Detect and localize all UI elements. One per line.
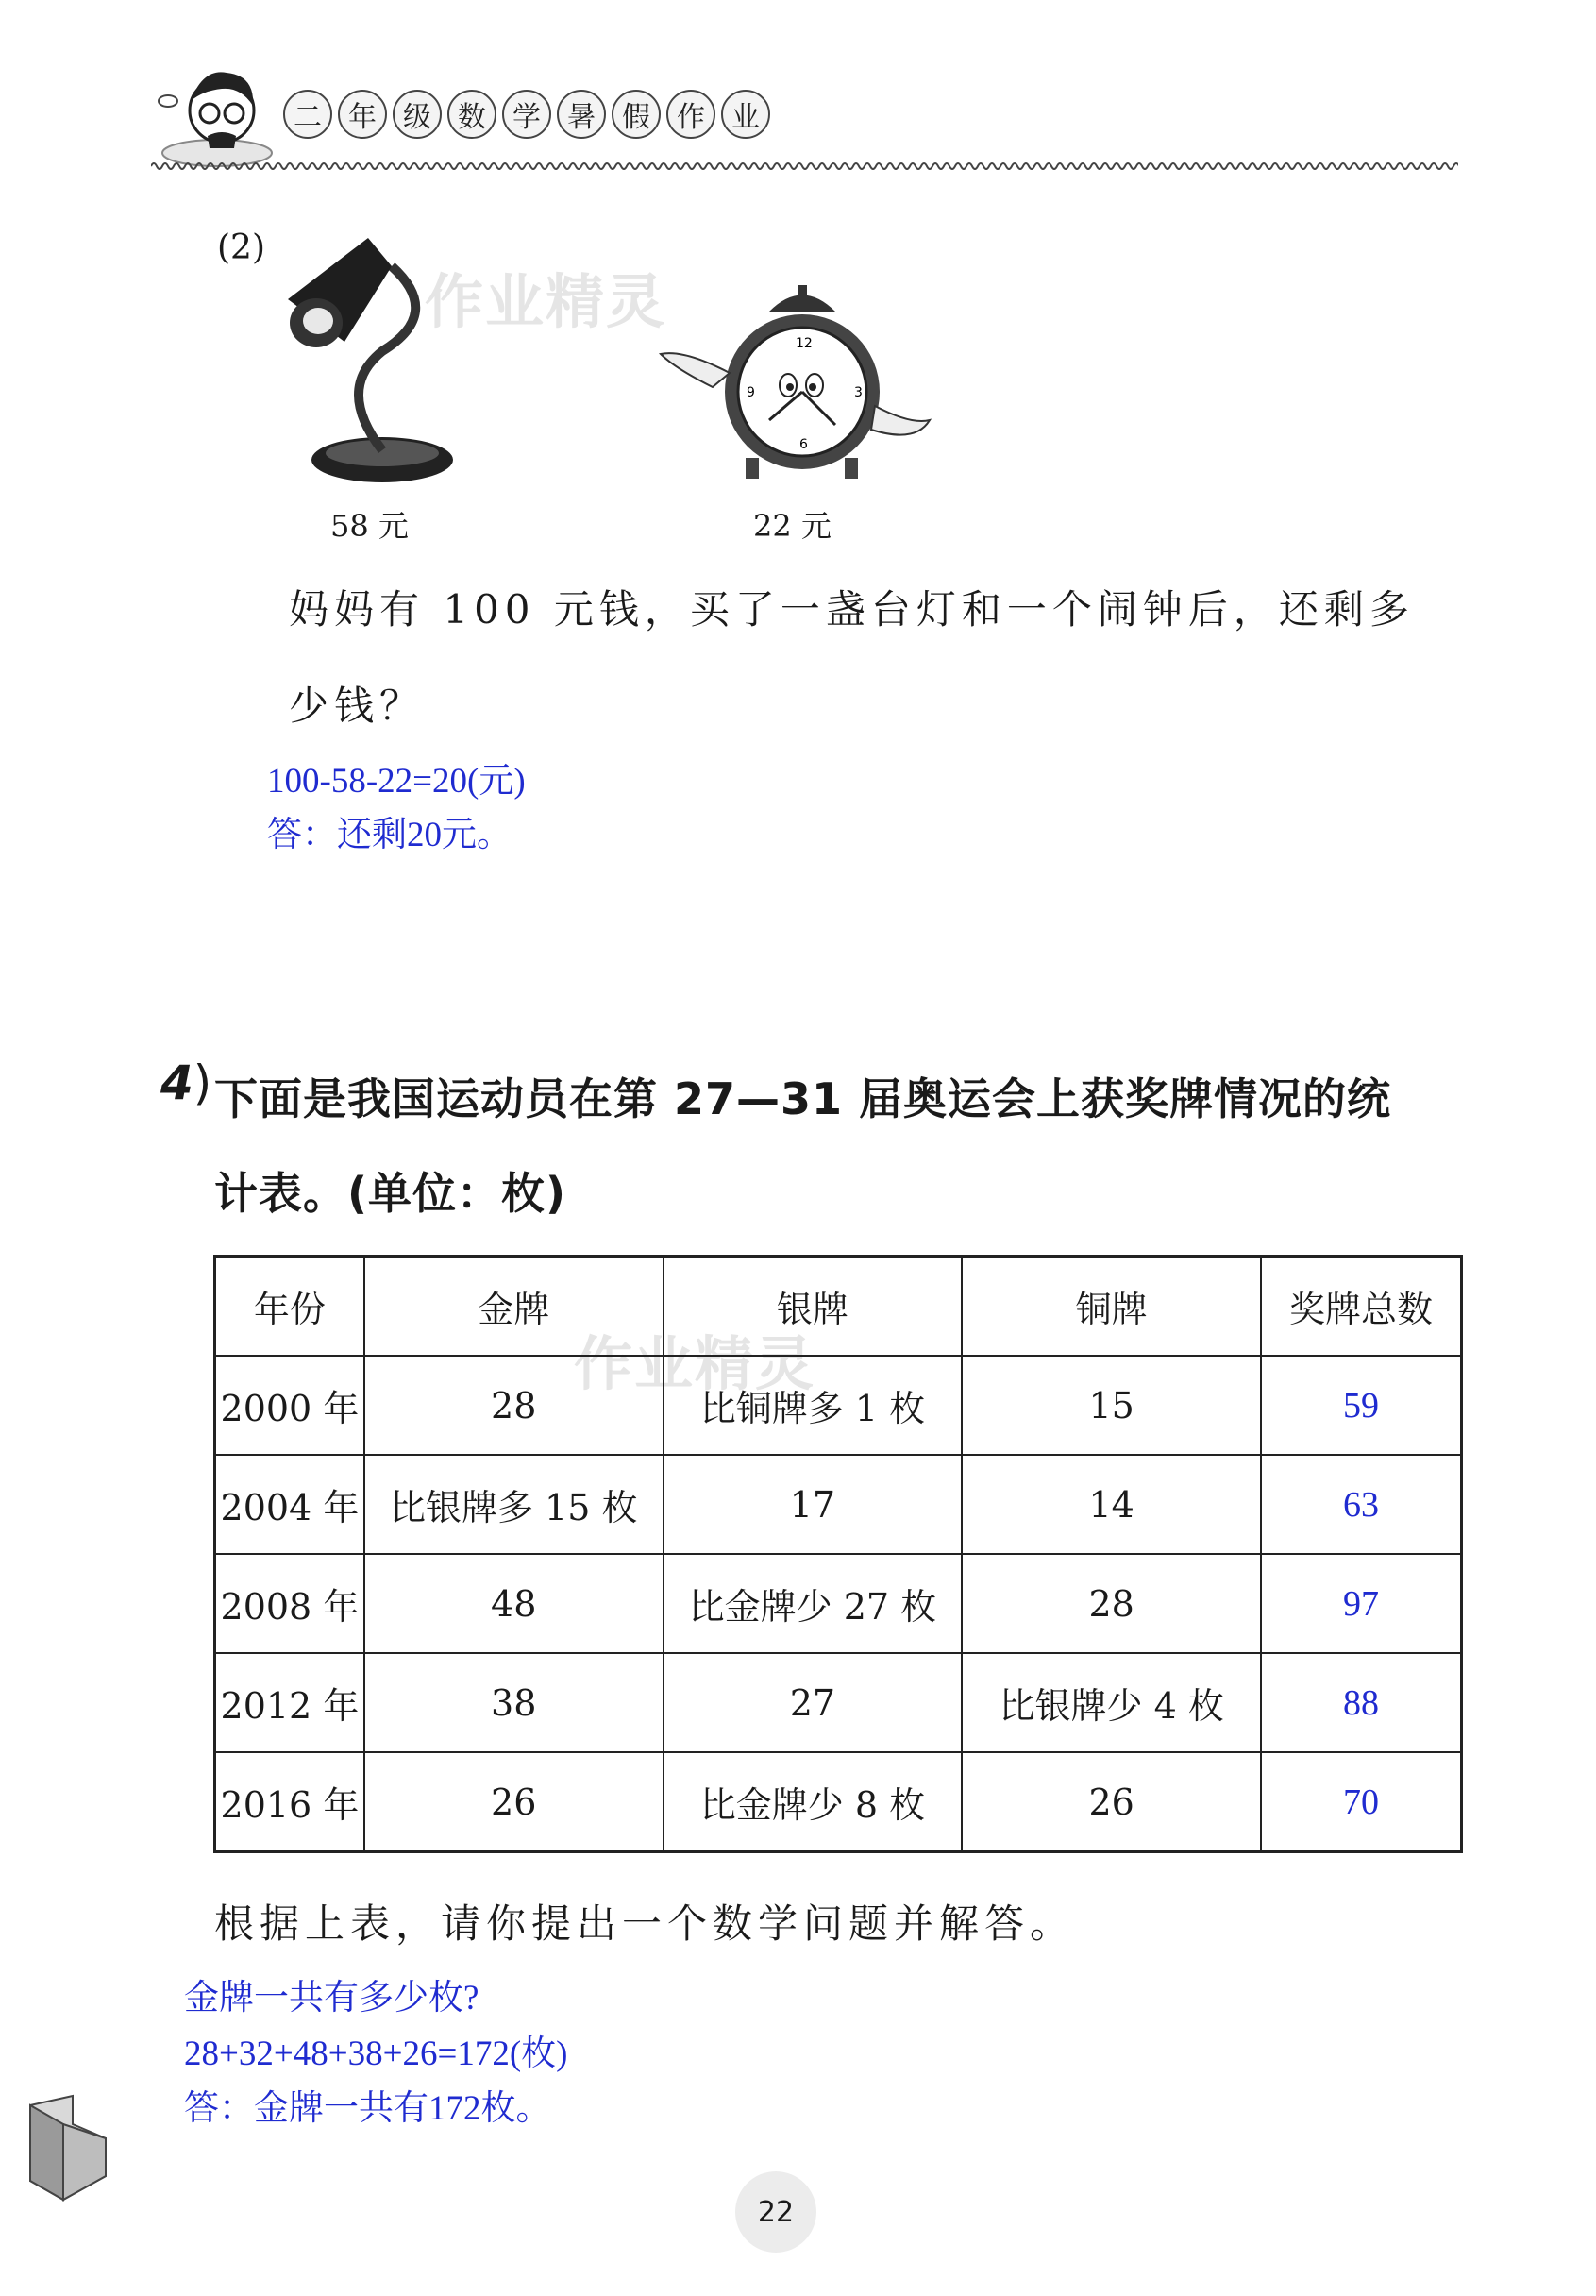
title-char: 级: [393, 90, 442, 139]
title-char: 业: [721, 90, 770, 139]
corner-block-icon: [21, 2086, 115, 2209]
table-cell: 17: [664, 1455, 963, 1554]
clock-price: 22 元: [753, 508, 832, 544]
table-cell: 2016 年: [215, 1752, 364, 1852]
problem-text: 计表。(单位：枚): [214, 1168, 567, 1219]
table-cell: 15: [962, 1356, 1261, 1455]
medal-table: [213, 1255, 1463, 1853]
watermark: 作业精灵: [574, 1329, 816, 1398]
answer-line: 28+32+48+38+26=172(枚): [184, 2034, 568, 2073]
answer-line: 答：金牌一共有172枚。: [184, 2089, 551, 2128]
question-line: 妈妈有 100 元钱，买了一盏台灯和一个闹钟后，还剩多: [289, 586, 1415, 633]
table-cell: 2008 年: [215, 1554, 364, 1653]
title-char: 假: [612, 90, 661, 139]
title-char: 数: [447, 90, 496, 139]
svg-text:9: 9: [747, 385, 755, 400]
table-cell: 比金牌少 27 枚: [664, 1554, 963, 1653]
table-header-row: [215, 1257, 1462, 1357]
total-cell: 70: [1261, 1752, 1461, 1852]
lamp-price: 58 元: [330, 508, 409, 544]
header-mascot-icon: [151, 59, 274, 172]
total-cell: 59: [1261, 1356, 1461, 1455]
table-cell: 比金牌少 8 枚: [664, 1752, 963, 1852]
answer-line: 金牌一共有多少枚?: [184, 1979, 479, 2017]
answer-line: 答：还剩20元。: [267, 816, 512, 854]
table-cell: 28: [364, 1356, 664, 1455]
table-cell: 比银牌少 4 枚: [962, 1653, 1261, 1752]
alarm-clock-icon: [656, 283, 939, 486]
table-header: 金牌: [364, 1257, 664, 1357]
svg-text:12: 12: [796, 336, 813, 351]
table-cell: 26: [962, 1752, 1261, 1852]
table-cell: 2004 年: [215, 1455, 364, 1554]
desk-lamp-icon: [278, 219, 467, 493]
problem-text: 下面是我国运动员在第 27—31 届奥运会上获奖牌情况的统: [214, 1073, 1392, 1124]
table-row: [215, 1752, 1462, 1852]
table-cell: 14: [962, 1455, 1261, 1554]
title-char: 学: [502, 90, 551, 139]
svg-text:3: 3: [854, 385, 863, 400]
title-char: 二: [283, 90, 332, 139]
part-label: (2): [217, 228, 265, 267]
watermark: 作业精灵: [425, 267, 667, 336]
prompt-text: 根据上表，请你提出一个数学问题并解答。: [214, 1900, 1076, 1947]
table-row: [215, 1356, 1462, 1455]
svg-text:6: 6: [799, 437, 808, 452]
question-line: 少钱？: [289, 683, 426, 729]
table-cell: 2012 年: [215, 1653, 364, 1752]
table-cell: 比银牌多 15 枚: [364, 1455, 664, 1554]
table-cell: 38: [364, 1653, 664, 1752]
table-row: [215, 1455, 1462, 1554]
table-header: 银牌: [664, 1257, 963, 1357]
total-cell: 88: [1261, 1653, 1461, 1752]
table-row: [215, 1653, 1462, 1752]
table-cell: 2000 年: [215, 1356, 364, 1455]
header-divider: [151, 159, 1458, 172]
table-header: 铜牌: [962, 1257, 1261, 1357]
title-char: 作: [666, 90, 715, 139]
total-cell: 97: [1261, 1554, 1461, 1653]
answer-line: 100-58-22=20(元): [267, 762, 526, 801]
table-cell: 26: [364, 1752, 664, 1852]
table-cell: 48: [364, 1554, 664, 1653]
table-header: 年份: [215, 1257, 364, 1357]
problem-number-text: 4: [160, 1055, 193, 1110]
table-cell: 27: [664, 1653, 963, 1752]
table-cell: 28: [962, 1554, 1261, 1653]
problem-number: 4): [160, 1055, 212, 1110]
table-row: [215, 1554, 1462, 1653]
table-header: 奖牌总数: [1261, 1257, 1461, 1357]
table-cell: 比铜牌多 1 枚: [664, 1356, 963, 1455]
title-char: 年: [338, 90, 387, 139]
header-title: [283, 90, 770, 139]
page-number: 22: [735, 2171, 816, 2253]
total-cell: 63: [1261, 1455, 1461, 1554]
title-char: 暑: [557, 90, 606, 139]
